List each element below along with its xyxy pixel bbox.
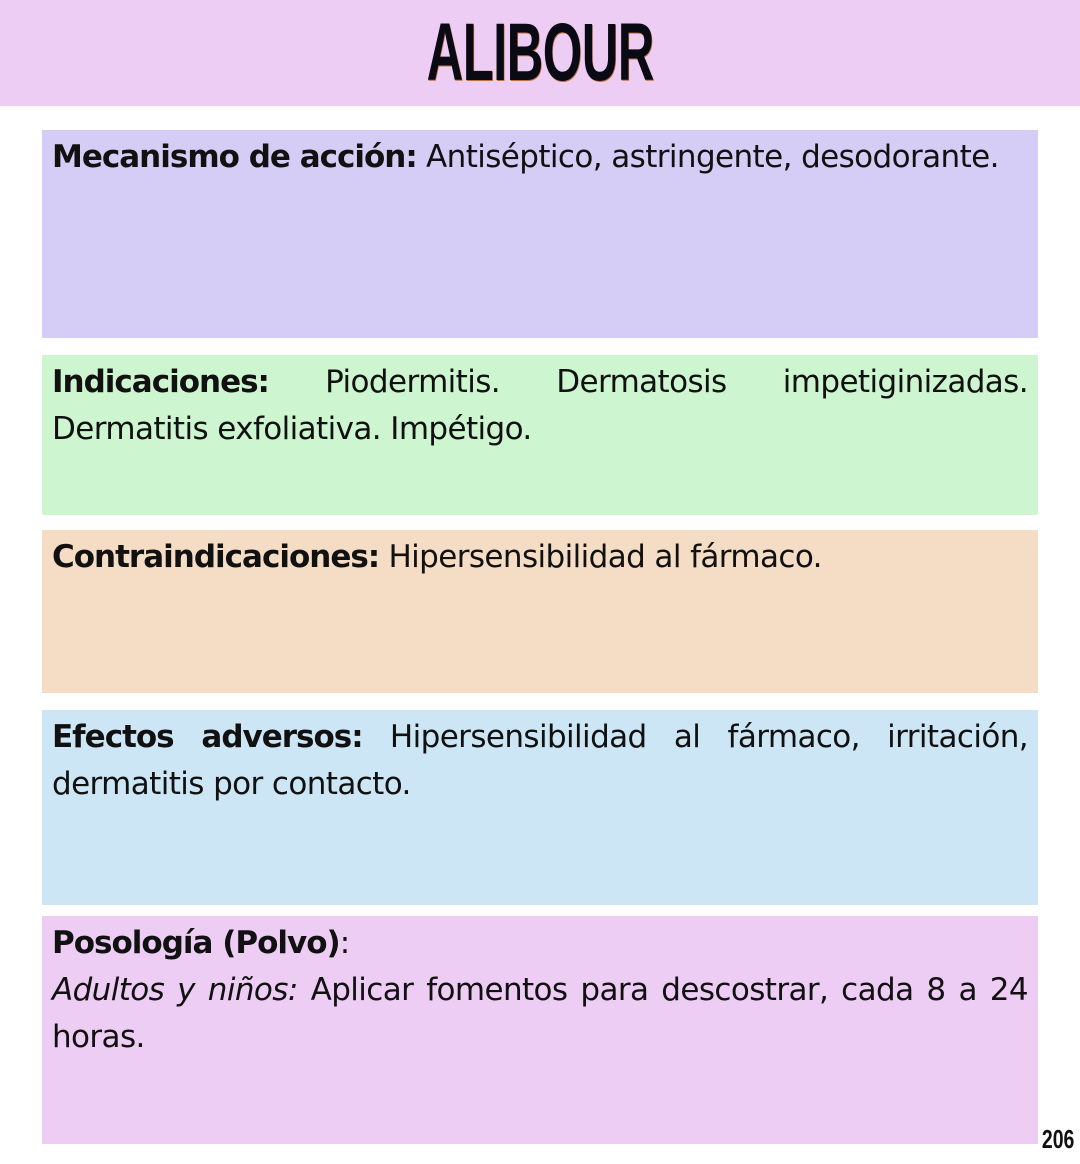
page-title: ALIBOUR (426, 7, 654, 98)
section-sublabel: Adultos y niños: (52, 972, 298, 1008)
section-text: Hipersensibilidad al fármaco. (379, 539, 822, 575)
section-efectos-adversos (42, 710, 1038, 905)
section-posologia (42, 916, 1038, 1144)
section-text: Aplicar fomentos para descostrar, cada 8 a 24 horas. (52, 972, 1028, 1055)
section-label: Indicaciones: (52, 364, 269, 400)
section-label: Mecanismo de acción: (52, 139, 417, 175)
section-text: Antiséptico, astringente, desodorante. (416, 139, 999, 175)
section-mecanismo (42, 130, 1038, 338)
section-text: Hipersensibilidad al fármaco, irritación, dermatitis por contacto. (52, 719, 1028, 802)
section-indicaciones (42, 355, 1038, 515)
section-label: Posología (Polvo) (52, 925, 340, 961)
section-label: Efectos adversos: (52, 719, 363, 755)
section-contraindicaciones (42, 530, 1038, 693)
header (0, 0, 1080, 106)
page-number: 206 (1041, 1124, 1074, 1154)
section-text: Piodermitis. Dermatosis impetiginizadas. Dermatitis exfoliativa. Impétigo. (52, 364, 1028, 447)
section-colon: : (339, 925, 350, 961)
section-label: Contraindicaciones: (52, 539, 380, 575)
